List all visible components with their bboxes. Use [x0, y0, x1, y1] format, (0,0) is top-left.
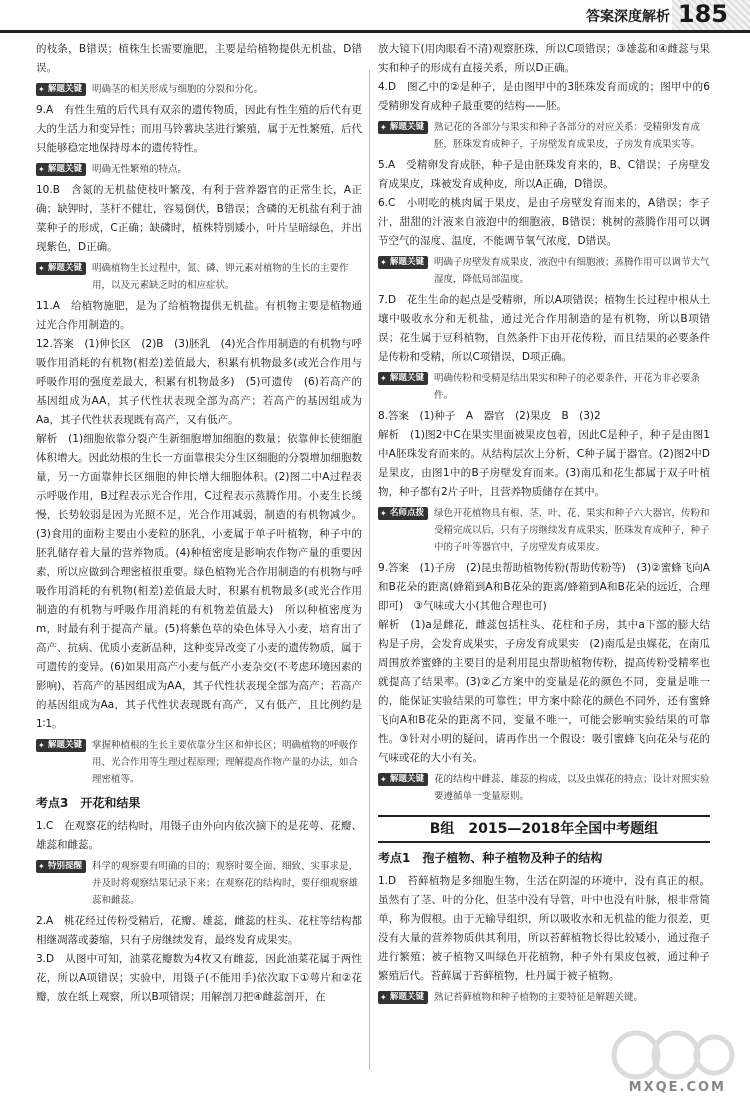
teacher-tip-badge: ✦ 名师点拨	[378, 507, 428, 520]
answer-9: 9.答案 (1)子房 (2)昆虫帮助植物传粉(帮助传粉等) (3)②蜜蜂飞向A和B花朵的距离(蜂箱到A和B花朵的距离/蜂箱到A和B花朵的远近，合理即可) ③气味或大小(其他合理也可)	[378, 562, 710, 612]
special-reminder-badge: ✦ 特别提醒	[36, 860, 86, 873]
key-point-badge: ✦ 解题关键	[378, 256, 428, 269]
tip-text: 掌握种植根的生长主要依靠分生区和伸长区；明确植物的呼吸作用、光合作用等生理过程原理；理解提高作物产量的办法，如合理密植等。	[92, 740, 359, 785]
tip-text: 科学的观察要有明确的目的；观察时要全面、细致、实事求是，并及时将观察结果记录下来；在观察花的结构时，要仔细观察雄蕊和雌蕊。	[92, 861, 359, 906]
tip-box	[378, 989, 710, 1006]
tip-box	[378, 505, 710, 556]
tip-box	[36, 81, 362, 98]
answer-2: 2.A 桃花经过传粉受精后，花瓣、雄蕊，雌蕊的柱头、花柱等结构都相继凋落或萎缩，只有子房继续发育，最终发育成果实。	[36, 915, 362, 946]
tip-text: 绿色开花植物具有根、茎、叶、花、果实和种子六大器官，传粉和受精完成以后，只有子房继续发育成果实，胚珠发育成种子，种子中的子叶等器官中，子房壁发育成果皮。	[434, 508, 710, 553]
tip-text: 明确无性繁殖的特点。	[92, 164, 188, 175]
key-point-badge: ✦ 解题关键	[36, 739, 86, 752]
tip-text: 明确传粉和受精是结出果实和种子的必要条件，开花为非必要条件。	[434, 373, 701, 401]
answer-8: 8.答案 (1)种子 A 器官 (2)果皮 B (3)2	[378, 410, 601, 422]
answer-1: 1.C 在观察花的结构时，用镊子由外向内依次摘下的是花萼、花瓣、雄蕊和雌蕊。	[36, 820, 362, 851]
tip-box	[36, 260, 362, 294]
right-column	[378, 40, 710, 1060]
answer-1: 1.D 苔藓植物是多细胞生物，生活在阴湿的环境中，没有真正的根。虽然有了茎、叶的分化，但茎中没有导管，叶中也没有叶脉，根非常简单，称为假根。由于无输导组织，所以吸收水和无机盐的能力很差，更没有大量的营养物质供其利用，所以苔藓植物长得比较矮小，通过孢子进行繁殖；被子植物又叫绿色开花植物，种子外有果皮包被，通过种子繁殖后代。苔藓属于苔藓植物，杜丹属于被子植物。	[378, 875, 710, 982]
tip-box	[36, 161, 362, 178]
key-point-badge: ✦ 解题关键	[36, 262, 86, 275]
section-heading: 考点3 开花和结果	[36, 796, 141, 810]
answer-4: 4.D 图乙中的②是种子，是由图甲中的3胚珠发育而成的；图甲中的6受精卵发育成种子最重要的结构——胚。	[378, 81, 710, 112]
tip-text: 熟记花的各部分与果实和种子各部分的对应关系：受精卵发育成胚，胚珠发育成种子，子房壁发育成果皮，子房发育成果实等。	[434, 122, 701, 150]
answer-5: 5.A 受精卵发育成胚，种子是由胚珠发育来的，B、C错误；子房壁发育成果皮，珠被发育成种皮，所以A正确，D错误。	[378, 159, 710, 190]
tip-box	[36, 737, 362, 788]
header-rule	[0, 30, 750, 33]
tip-text: 明确植物生长过程中，氮、磷、钾元素对植物的生长的主要作用，以及元素缺乏时的相应症状。	[92, 263, 349, 291]
key-point-badge: ✦ 解题关键	[378, 372, 428, 385]
answer-text: 的枝条，B错误；植株生长需要施肥，主要是给植物提供无机盐，D错误。	[36, 43, 362, 74]
answer-7: 7.D 花生生命的起点是受精卵，所以A项错误；植物生长过程中根从土壤中吸收水分和无机盐，通过光合作用制造的是有机物，所以B项错误；花生属于豆科植物，自然条件下由开花传粉，而且结果的必要条件是传粉和受精，所以C项错误，D项正确。	[378, 294, 710, 363]
group-heading: B组 2015—2018年全国中考题组	[378, 815, 710, 843]
tip-box	[378, 771, 710, 805]
answer-12: 12.答案 (1)伸长区 (2)B (3)胚乳 (4)光合作用制造的有机物与呼吸作用消耗的有机物(相差)差值最大，积累有机物最多(或光合作用与呼吸作用的强度差最大，积累有机物最多) (5)可遗传 (6)若高产的基因组成为AA，其子代性状表现全部为高产；若高产的基因组成为Aa，其子代性状表现既有高产，又有低产。	[36, 338, 362, 426]
answer-11: 11.A 给植物施肥，是为了给植物提供无机盐。有机物主要是植物通过光合作用制造的。	[36, 300, 362, 331]
analysis-8: 解析 (1)图2中C在果实里面被果皮包着，因此C是种子，种子是由图1中A胚珠发育而来的。从结构层次上分析，C种子属于器官。(2)图2中D是果皮，由图1中的B子房壁发育而来。(3)南瓜和花生都属于双子叶植物，种子都有2片子叶，且营养物质储存在其中。	[378, 429, 710, 498]
tip-text: 花的结构中雌蕊、雄蕊的构成，以及虫媒花的特点；设计对照实验要遵循单一变量原则。	[434, 774, 710, 802]
key-point-badge: ✦ 解题关键	[378, 991, 428, 1004]
answer-6: 6.C 小明吃的桃肉属于果皮，是由子房壁发育而来的，A错误；李子汁，甜甜的汁液来自液泡中的细胞液，B错误；桃树的蒸腾作用可以调节空气的湿度、温度，不能调节氧气浓度，D错误。	[378, 197, 710, 247]
key-point-badge: ✦ 解题关键	[36, 163, 86, 176]
key-point-badge: ✦ 解题关键	[378, 121, 428, 134]
tip-text: 明确子房壁发育成果皮，液泡中有细胞液；蒸腾作用可以调节大气湿度，降低局部温度。	[434, 257, 710, 285]
answer-9: 9.A 有性生殖的后代具有双亲的遗传物质，因此有性生殖的后代有更大的生活力和变异性；而用马铃薯块茎进行繁殖，属于无性繁殖，后代只能够稳定地保持母本的遗传特性。	[36, 104, 362, 154]
watermark-text: MXQE.COM	[628, 1080, 726, 1095]
tip-box	[378, 254, 710, 288]
tip-text: 熟记苔藓植物和种子植物的主要特征是解题关键。	[434, 992, 644, 1003]
tip-box	[378, 119, 710, 153]
page-number: 185	[677, 0, 728, 28]
tip-box	[378, 370, 710, 404]
column-divider	[369, 70, 370, 1070]
left-column	[36, 40, 362, 1060]
key-point-badge: ✦ 解题关键	[36, 83, 86, 96]
tip-box	[36, 858, 362, 909]
key-point-badge: ✦ 解题关键	[378, 773, 428, 786]
answer-text: 放大镜下(用肉眼看不清)观察胚珠，所以C项错误；③雄蕊和④雌蕊与果实和种子的形成有直接关系，所以D正确。	[378, 43, 710, 74]
header-title: 答案深度解析	[586, 9, 670, 25]
analysis-9: 解析 (1)a是雌花，雌蕊包括柱头、花柱和子房，其中a下部的膨大结构是子房，会发育成果实，子房发育成果实 (2)南瓜是虫媒花，在南瓜周围放养蜜蜂的主要目的是利用昆虫帮助植物传粉，提高传粉受精率也就提高了结果率。(3)②乙方案中的变量是花的颜色不同，变量是唯一的，能保证实验结果的可靠性；甲方案中除花的颜色不同外，还有蜜蜂飞向A和B花朵的距离不同，变量不唯一，可能会影响实验结果的可靠性。③针对小明的疑问，请再作出一个假设：吸引蜜蜂飞向花朵与花的气味或花的大小有关。	[378, 619, 710, 764]
tip-text: 明确茎的相关形成与细胞的分裂和分化。	[92, 84, 264, 95]
answer-3: 3.D 从图中可知，油菜花瓣数为4枚又有雌蕊，因此油菜花属于两性花，所以A项错误；实验中，用镊子(不能用手)依次取下①萼片和②花瓣，放在纸上观察，所以B项错误；用解剖刀把④雌蕊剖开，在	[36, 953, 362, 1003]
analysis-12: 解析 (1)细胞依靠分裂产生新细胞增加细胞的数量；依靠伸长使细胞体积增大。因此幼根的生长一方面靠根尖分生区细胞的分裂增加细胞数量，另一方面靠伸长区细胞的伸长增大细胞体积。(2)图二中A过程表示呼吸作用，B过程表示光合作用，C过程表示蒸腾作用。小麦生长缓慢，长势较弱是因为光照不足，光合作用减弱，制造的有机物减少。(3)食用的面粉主要由小麦粒的胚乳，小麦属于单子叶植物，种子中的胚乳储存着大量的营养物质。(4)种植密度是影响农作物产量的重要因素，所以应做到合理密植很重要。绿色植物光合作用制造的有机物与呼吸作用消耗的有机物(相差)差值最大时，积累有机物最多(或光合作用制造的有机物与呼吸作用消耗的有机物差值最大) 所以种植密度为m，时最有利于提高产量。(5)将紫色草的染色体导入小麦，培育出了高产、抗病、优质小麦新品种，这种变异改变了小麦的遗传物质，属于可遗传的变异。(6)如果用高产小麦与低产小麦杂交(不考虑环境因素的影响)，若高产的基因组成为AA，其子代性状表现全部为高产；若高产的基因组成为Aa，其子代性状表现既有高产，又有低产，且比例约是1∶1。	[36, 433, 362, 730]
page-header	[0, 0, 750, 42]
section-heading: 考点1 孢子植物、种子植物及种子的结构	[378, 851, 603, 865]
answer-10: 10.B 含氮的无机盐使枝叶繁茂，有利于营养器官的正常生长，A正确；缺钾时，茎杆不健壮，容易倒伏，B错误；含磷的无机盐有利于油菜种子的形成，C正确；缺磷时，植株特别矮小，叶片呈暗绿色，并出现紫色，D正确。	[36, 184, 362, 253]
